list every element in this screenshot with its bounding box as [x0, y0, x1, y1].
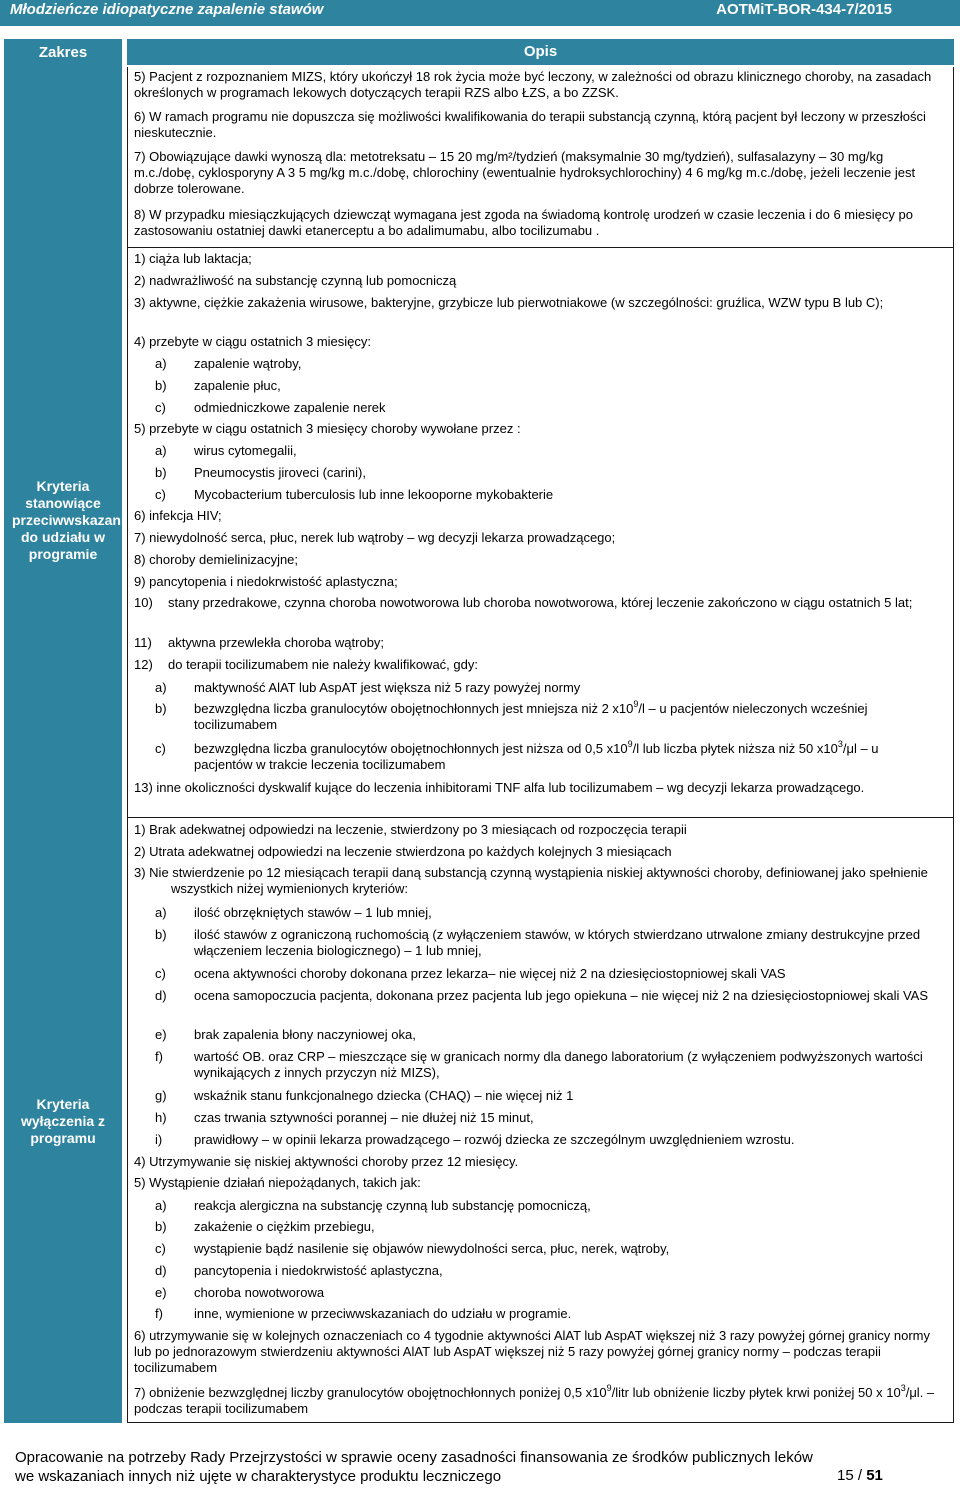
list-item: 7) obniżenie bezwzględnej liczby granulocytów obojętnochłonnych poniżej 0,5 $x10^9$/litr lub obniżenie liczby płytek krwi poniżej 50 x $10^3/\mu l$. – podczas terapii tocilizumabem [134, 1383, 935, 1416]
paragraph: 5) Pacjent z rozpoznaniem MIZS, który ukończył 18 rok życia może być leczony, w zależności od obrazu klinicznego choroby, na zasadach określonych w programach lekowych dotyczących terapii RZS albo ŁZS, a bo ZZSK. [134, 69, 932, 100]
section-label-contraindications: Kryteria stanowiące przeciwwskazania do udziału w programie [12, 478, 133, 562]
column-header-scope: Zakres [38, 44, 88, 61]
page-number: 15 / 51 [837, 1467, 883, 1484]
list-item: 6) infekcja HIV; [134, 508, 222, 523]
description-column: 5) Pacjent z rozpoznaniem MIZS, który ukończył 18 rok życia może być leczony, w zależności od obrazu klinicznego choroby, na zasadach określonych w programach lekowych dotyczących terapii RZS albo ŁZS, a bo ZZSK. 6) W ramach programu nie dopuszcza się możliwości kwalifikowania do terapii substancją czynną, którą pacjent był leczony w przeszłości nieskutecznie. 7) Obowiązujące dawki wynoszą dla: metotreksatu – 15 20 mg/m²/tydzień (maksymalnie 30 mg/tydzień), sulfasalazyny – 30 mg/kg m.c./dobę, cyklosporyny A 3 5 mg/kg m.c./dobę, chlorochiny (ewentualnie hydroksychlorochiny) 4 6 mg/kg m.c./dobę, jeżeli leczenie jest dobrze tolerowane. 8) W przypadku miesiączkujących dziewcząt wymagana jest zgoda na świadomą kontrolę urodzeń w czasie leczenia i do 6 miesięcy po zastosowaniu ostatniej dawki etanerceptu a bo adalimumabu, albo tocilizumabu . 1) ciąża lub laktacja; 2) nadwrażliwość na substancję czynną lub pomocniczą 3) aktywne, ciężkie zakażenia wirusowe, bakteryjne, grzybicze lub pierwotniakowe (w szczególności: gruźlica, WZW typu B lub C); 4) przebyte w ciągu ostatnich 3 miesięcy: a) zapalenie wątroby, b) zapalenie płuc, c) odmiedniczkowe zapalenie nerek 5) przebyte w ciągu ostatnich 3 miesięcy choroby wywołane przez : a) wirus cytomegalii, b) Pneumocystis jiroveci (carini), c) Mycobacterium tuberculosis lub inne lekooporne mykobakterie 6) infekcja HIV; 7) niewydolność serca, płuc, nerek lub wątroby – wg decyzji lekarza prowadzącego; 8) choroby demielinizacyjne; 9) pancytopenia i niedokrwistość aplastyczna; 10) stany przedrakowe, czynna choroba nowotworowa lub choroba nowotworowa, której leczenie zakończono w ciągu ostatnich 5 lat; 11) aktywna przewlekła choroba wątroby; 12) do terapii tocilizumabem nie należy kwalifikować, gdy: a) maktywność AlAT lub AspAT jest większa niż 5 razy powyżej normy b) bezwzględna liczba granulocytów obojętnochłonnych jest mniejsza niż 2 $x10^9/l$ – u pacjentów nieleczonych wcześniej tocilizumabem c) bezwzględna liczba granulocytów obojętnochłonnych jest niższa od 0,5 $x10^9/l$ lub liczba płytek niższa niż 50 $x10^3/\mu l$ – u pacjentów w trakcie leczenia tocilizumabem 13) inne okoliczności dyskwalif kujące do leczenia inhibitorami TNF alfa lub tocilizumabem – wg decyzji lekarza prowadzącego. 1) Brak adekwatnej odpowiedzi na leczenie, stwierdzony po 3 miesiącach od rozpoczęcia terapii 2) Utrata adekwatnej odpowiedzi na leczenie stwierdzona po każdych kolejnych 3 miesiącach 3) Nie stwierdzenie po 12 miesiącach terapii daną substancją czynną wystąpienia niskiej aktywności choroby, definiowanej jako spełnienie wszystkich niżej wymienionych kryteriów: a) ilość obrzękniętych stawów – 1 lub mniej, b) ilość stawów z ograniczoną ruchomością (z wyłączeniem stawów, w których stwierdzano utrwalone zmiany destrukcyjne przed włączeniem leczenia biologicznego) – 1 lub mniej, c) ocena aktywności choroby dokonana przez lekarza– nie więcej niż 2 na dziesięciostopniowej skali VAS d) ocena samopoczucia pacjenta, dokonana przez pacjenta lub jego opiekuna – nie więcej niż 2 na dziesięciostopniowej skali VAS e) brak zapalenia błony naczyniowej oka, f) wartość OB. oraz CRP – mieszczące się w granicach normy dla danego laboratorium (z wyłączeniem podwyższonych wartości wynikających z innych przyczyn niż MIZS), g) wskaźnik stanu funkcjonalnego dziecka (CHAQ) – nie więcej niż 1 h) czas trwania sztywności porannej – nie dłużej niż 15 minut, i) prawidłowy – w opinii lekarza prowadzącego – rozwój dziecka ze szczególnym uwzględnieniem wzrostu. 4) Utrzymywanie się niskiej aktywności choroby przez 12 miesięcy. 5) Wystąpienie działań niepożądanych, takich jak: a) reakcja alergiczna na substancję czynną lub substancję pomocniczą, b) zakażenie o ciężkim przebiegu, c) wystąpienie bądź nasilenie się objawów niewydolności serca, płuc, nerek, wątroby, d) pancytopenia i niedokrwistość aplastyczna, e) choroba nowotworowa f) inne, wymienione w przeciwwskazaniach do udziału w programie. 6) utrzymywanie się w kolejnych oznaczeniach co 4 tygodnie aktywności AlAT lub AspAT większej niż 3 razy powyżej górnej granicy normy lub po jednorazowym stwierdzeniu aktywności AlAT lub AspAT większej niż 5 razy powyżej górnej granicy normy – podczas terapii tocilizumabem 7) obniżenie bezwzględnej liczby granulocytów obojętnochłonnych poniżej 0,5 $x10^9$/litr lub obniżenie liczby płytek krwi poniżej 50 x $10^3/\mu l$. – podczas terapii tocilizumabem [127, 67, 954, 1423]
list-item: 8) choroby demielinizacyjne; [134, 552, 299, 567]
list-item: 7) niewydolność serca, płuc, nerek lub wątroby – wg decyzji lekarza prowadzącego; [134, 530, 616, 545]
section-label-exclusion: Kryteria wyłączenia z programu [20, 1096, 106, 1146]
list-item: 4) Utrzymywanie się niskiej aktywności choroby przez 12 miesięcy. [134, 1154, 519, 1169]
paragraph: 6) W ramach programu nie dopuszcza się możliwości kwalifikowania do terapii substancją czynną, którą pacjent był leczony w przeszłości nieskutecznie. [134, 109, 926, 140]
list-item: 3) Nie stwierdzenie po 12 miesiącach terapii daną substancją czynną wystąpienia niskiej aktywności choroby, definiowanej jako spełnienie wszystkich niżej wymienionych kryteriów: [134, 865, 928, 896]
list-item: 4) przebyte w ciągu ostatnich 3 miesięcy: [134, 334, 371, 349]
list-item: 1) Brak adekwatnej odpowiedzi na leczenie, stwierdzony po 3 miesiącach od rozpoczęcia terapii [134, 822, 687, 837]
row-divider [128, 247, 953, 248]
list-item: 9) pancytopenia i niedokrwistość aplastyczna; [134, 574, 398, 589]
footer-line-2: we wskazaniach innych niż ujęte w charakterystyce produktu leczniczego [15, 1468, 502, 1485]
page-footer [15, 1448, 945, 1486]
document-title: Młodzieńcze idiopatyczne zapalenie stawów [10, 1, 324, 18]
paragraph: 7) Obowiązujące dawki wynoszą dla: metotreksatu – 15 20 mg/m²/tydzień (maksymalnie 30 mg/tydzień), sulfasalazyny – 30 mg/kg m.c./dobę, cyklosporyny A 3 5 mg/kg m.c./dobę, chlorochiny (ewentualnie hydroksychlorochiny) 4 6 mg/kg m.c./dobę, jeżeli leczenie jest dobrze tolerowane. [134, 149, 916, 196]
list-item: 6) utrzymywanie się w kolejnych oznaczeniach co 4 tygodnie aktywności AlAT lub AspAT większej niż 3 razy powyżej górnej granicy normy lub po jednorazowym stwierdzeniu aktywności AlAT lub AspAT większej niż 5 razy powyżej górnej granicy normy – podczas terapii tocilizumabem [134, 1328, 931, 1375]
list-item: 5) przebyte w ciągu ostatnich 3 miesięcy choroby wywołane przez : [134, 421, 521, 436]
page-header [0, 0, 960, 26]
column-header-description: Opis [127, 39, 954, 65]
list-item: 3) aktywne, ciężkie zakażenia wirusowe, bakteryjne, grzybicze lub pierwotniakowe (w szczególności: gruźlica, WZW typu B lub C); [134, 295, 884, 310]
list-item: 13) inne okoliczności dyskwalif kujące do leczenia inhibitorami TNF alfa lub tocilizumabem – wg decyzji lekarza prowadzącego. [134, 780, 865, 795]
row-divider [128, 817, 953, 818]
footer-line-1: Opracowanie na potrzeby Rady Przejrzystości w sprawie oceny zasadności finansowania ze środków publicznych leków [15, 1449, 813, 1466]
scope-column [4, 39, 133, 1423]
list-item: 2) Utrata adekwatnej odpowiedzi na leczenie stwierdzona po każdych kolejnych 3 miesiącach [134, 844, 672, 859]
list-item: 1) ciąża lub laktacja; [134, 251, 252, 266]
list-item: 5) Wystąpienie działań niepożądanych, takich jak: [134, 1175, 421, 1190]
paragraph: 8) W przypadku miesiączkujących dziewcząt wymagana jest zgoda na świadomą kontrolę urodzeń w czasie leczenia i do 6 miesięcy po zastosowaniu ostatniej dawki etanerceptu a bo adalimumabu, albo tocilizumabu . [134, 207, 913, 238]
list-item: 2) nadwrażliwość na substancję czynną lub pomocniczą [134, 273, 457, 288]
document-code: AOTMiT-BOR-434-7/2015 [716, 1, 892, 18]
